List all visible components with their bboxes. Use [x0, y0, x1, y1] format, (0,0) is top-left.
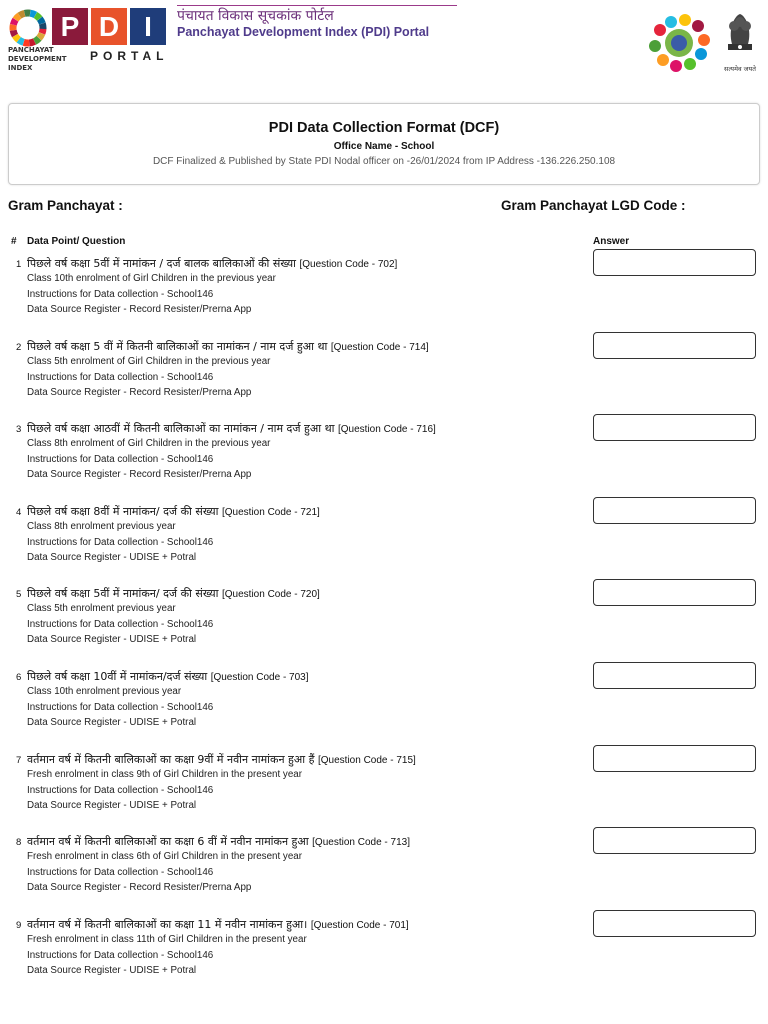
question-text [27, 834, 410, 849]
answer-input[interactable] [593, 414, 756, 441]
column-header-question: Data Point/ Question [27, 236, 126, 247]
question-number: 6 [16, 672, 22, 683]
question-english: Fresh enrolment in class 6th of Girl Children in the present year [27, 851, 302, 863]
question-english: Class 8th enrolment previous year [27, 520, 176, 532]
question-hindi: वर्तमान वर्ष में कितनी बालिकाओं का कक्षा 6 वीं में नवीन नामांकन हुआ [27, 835, 309, 849]
question-text [27, 669, 309, 684]
portal-title-english: Panchayat Development Index (PDI) Portal [177, 25, 430, 39]
question-data-source: Data Source Register - Record Resister/Prerna App [27, 469, 252, 481]
sdg-wheel-icon [8, 8, 48, 48]
question-number: 8 [16, 837, 22, 849]
question-code: [Question Code - 703] [210, 672, 309, 683]
question-instructions: Instructions for Data collection - School146 [27, 289, 214, 300]
question-row [0, 669, 768, 749]
answer-input[interactable] [593, 497, 756, 524]
question-instructions: Instructions for Data collection - School146 [27, 619, 214, 631]
question-code: [Question Code - 721] [221, 506, 320, 518]
question-data-source: Data Source Register - UDISE + Potral [27, 799, 197, 811]
question-data-source: Data Source Register - Record Resister/Prerna App [27, 304, 252, 315]
question-row [0, 834, 768, 914]
question-data-source: Data Source Register - Record Resister/Prerna App [27, 386, 252, 398]
question-number: 4 [16, 506, 22, 518]
logo-caption: PANCHAYAT DEVELOPMENT INDEX [8, 46, 67, 72]
answer-input[interactable] [593, 662, 756, 689]
question-code: [Question Code - 720] [221, 589, 320, 601]
question-hindi: वर्तमान वर्ष में कितनी बालिकाओं का कक्षा 9वीं में नवीन नामांकन हुआ हैं [27, 752, 315, 766]
question-instructions: Instructions for Data collection - School146 [27, 454, 214, 466]
question-number: 1 [16, 259, 22, 270]
question-instructions: Instructions for Data collection - School146 [27, 371, 214, 383]
question-number: 3 [16, 424, 22, 436]
logo-letter-i: I [130, 8, 166, 45]
question-row [0, 256, 768, 336]
question-english: Class 8th enrolment of Girl Children in the previous year [27, 438, 271, 450]
question-text [27, 421, 436, 436]
question-instructions: Instructions for Data collection - School146 [27, 536, 214, 548]
question-data-source: Data Source Register - UDISE + Potral [27, 964, 197, 976]
question-row [0, 421, 768, 501]
answer-input[interactable] [593, 249, 756, 276]
question-data-source: Data Source Register - UDISE + Potral [27, 551, 197, 563]
question-row [0, 339, 768, 419]
question-hindi: पिछले वर्ष कक्षा 5वीं में नामांकन / दर्ज बालक बालिकाओं की संख्या [27, 257, 296, 270]
dcf-info-card [8, 103, 760, 185]
question-code: [Question Code - 715] [317, 754, 416, 766]
answer-input[interactable] [593, 745, 756, 772]
dcf-title: PDI Data Collection Format (DCF) [268, 120, 500, 136]
question-number: 5 [16, 589, 22, 601]
question-data-source: Data Source Register - UDISE + Potral [27, 634, 197, 646]
question-english: Class 10th enrolment of Girl Children in the previous year [27, 273, 276, 284]
national-emblem-icon [720, 10, 760, 72]
logo-portal-word: PORTAL [90, 49, 169, 63]
page-header [0, 0, 768, 96]
question-instructions: Instructions for Data collection - School146 [27, 867, 214, 879]
question-code: [Question Code - 714] [330, 341, 429, 353]
publish-info: DCF Finalized & Published by State PDI Nodal officer on -26/01/2024 from IP Address -136.226.250.108 [152, 156, 616, 167]
question-row [0, 504, 768, 584]
question-number: 2 [16, 341, 22, 353]
question-number: 9 [16, 919, 22, 931]
question-text [27, 256, 397, 271]
logo-letter-p: P [52, 8, 88, 45]
question-text [27, 752, 416, 767]
logo-letter-d: D [91, 8, 127, 45]
lgd-code-label: Gram Panchayat LGD Code : [501, 198, 686, 213]
question-hindi: पिछले वर्ष कक्षा 8वीं में नामांकन/ दर्ज की संख्या [27, 504, 219, 518]
question-instructions: Instructions for Data collection - School146 [27, 949, 214, 961]
question-hindi: वर्तमान वर्ष में कितनी बालिकाओं का कक्षा 11 में नवीन नामांकन हुआ। [27, 917, 308, 931]
question-text [27, 586, 320, 601]
question-english: Fresh enrolment in class 9th of Girl Children in the present year [27, 768, 302, 780]
question-text [27, 504, 320, 519]
question-code: [Question Code - 702] [299, 259, 398, 270]
question-row [0, 917, 768, 997]
question-instructions: Instructions for Data collection - School146 [27, 784, 214, 796]
question-number: 7 [16, 754, 22, 766]
question-english: Class 10th enrolment previous year [27, 686, 182, 697]
answer-input[interactable] [593, 579, 756, 606]
question-code: [Question Code - 713] [312, 837, 410, 849]
portal-title-hindi: पंचायत विकास सूचकांक पोर्टल [177, 8, 334, 24]
question-instructions: Instructions for Data collection - School146 [27, 702, 214, 713]
answer-input[interactable] [593, 332, 756, 359]
question-hindi: पिछले वर्ष कक्षा आठवीं में कितनी बालिकाओं का नामांकन / नाम दर्ज हुआ था [27, 422, 335, 436]
question-row [0, 752, 768, 832]
column-header-answer: Answer [593, 236, 630, 247]
question-code: [Question Code - 716] [337, 424, 436, 436]
question-text [27, 917, 409, 932]
question-hindi: पिछले वर्ष कक्षा 10वीं में नामांकन/दर्ज संख्या [27, 670, 208, 683]
question-row [0, 586, 768, 666]
question-english: Fresh enrolment in class 11th of Girl Children in the present year [27, 933, 307, 945]
gram-panchayat-label: Gram Panchayat : [8, 198, 123, 213]
answer-input[interactable] [593, 827, 756, 854]
answer-input[interactable] [593, 910, 756, 937]
question-data-source: Data Source Register - Record Resister/Prerna App [27, 882, 252, 894]
question-hindi: पिछले वर्ष कक्षा 5 वीं में कितनी बालिकाओं का नामांकन / नाम दर्ज हुआ था [27, 339, 328, 353]
question-english: Class 5th enrolment previous year [27, 603, 176, 615]
sdg-tree-logo-icon [648, 14, 710, 72]
column-header-number: # [11, 236, 17, 247]
question-hindi: पिछले वर्ष कक्षा 5वीं में नामांकन/ दर्ज की संख्या [27, 587, 219, 601]
office-name: Office Name - School [333, 141, 435, 152]
emblem-caption: सत्यमेव जयते [724, 65, 756, 73]
question-data-source: Data Source Register - UDISE + Potral [27, 717, 197, 728]
question-text [27, 339, 429, 354]
question-code: [Question Code - 701] [310, 919, 409, 931]
question-english: Class 5th enrolment of Girl Children in the previous year [27, 355, 271, 367]
